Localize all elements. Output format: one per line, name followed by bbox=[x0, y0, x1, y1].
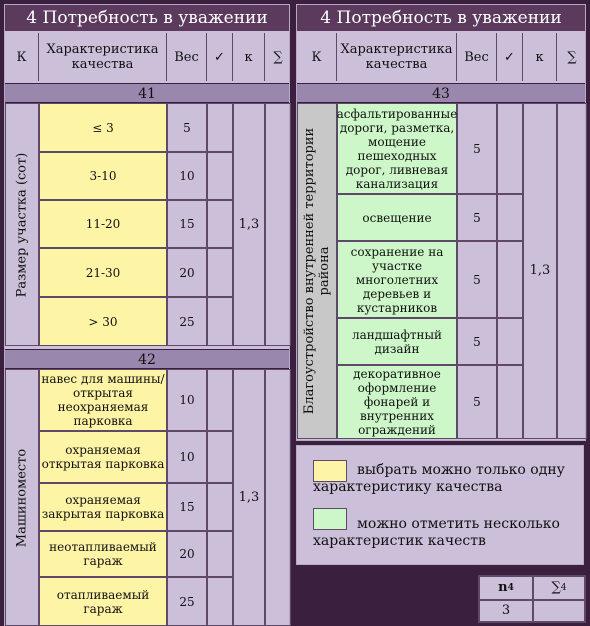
header-characteristic: Характеристика качества bbox=[39, 33, 167, 81]
section-43-group-text bbox=[302, 128, 332, 414]
header-check: ✓ bbox=[497, 33, 523, 81]
s43-row5-check[interactable] bbox=[497, 365, 523, 439]
summary-sum-value[interactable] bbox=[533, 600, 585, 622]
yellow-legend-text: выбрать можно только одну характеристику качества bbox=[313, 462, 565, 495]
section-42-group-text: Машиноместо bbox=[14, 448, 30, 547]
header-sum: ∑ bbox=[273, 49, 283, 65]
s43-row2-characteristic: освещение bbox=[337, 194, 457, 241]
s43-row5-characteristic: декоративное оформление фонарей и внутренних ограждений bbox=[337, 365, 457, 439]
s43-row4-characteristic: ландшафтный дизайн bbox=[337, 318, 457, 365]
header-sum: ∑ bbox=[567, 49, 577, 65]
s43-row1-check[interactable] bbox=[497, 103, 523, 194]
s42-kappa-value: 1,3 bbox=[233, 369, 265, 626]
section-43-group-line2: района bbox=[317, 246, 332, 296]
s42-row5-weight: 25 bbox=[167, 577, 207, 626]
summary-table bbox=[478, 575, 586, 623]
section-41-bar: 41 bbox=[5, 83, 289, 103]
summary-n-label: n bbox=[498, 580, 508, 595]
s41-row4-check[interactable] bbox=[207, 248, 233, 297]
s43-row1-characteristic: асфальтированные дороги, разметка, мощение пешеходных дорог, ливневая канализация bbox=[337, 103, 457, 194]
panel-title: 4 Потребность в уважении bbox=[5, 5, 289, 31]
summary-sum-sub: 4 bbox=[560, 583, 567, 593]
s43-row3-characteristic: сохранение на участке многолетних деревьев и кустарников bbox=[337, 241, 457, 318]
s42-row1-characteristic: навес для машины/ открытая неохраняемая парковка bbox=[39, 369, 167, 431]
header-k: К bbox=[5, 33, 39, 81]
s41-row3-characteristic: 11-20 bbox=[39, 200, 167, 248]
s41-row2-weight: 10 bbox=[167, 152, 207, 200]
section-42-group-label bbox=[5, 369, 39, 626]
summary-n-sub: 4 bbox=[507, 583, 514, 593]
s41-row4-weight: 20 bbox=[167, 248, 207, 297]
s41-row5-check[interactable] bbox=[207, 297, 233, 346]
s42-row2-check[interactable] bbox=[207, 431, 233, 483]
s41-row3-check[interactable] bbox=[207, 200, 233, 248]
s41-row2-check[interactable] bbox=[207, 152, 233, 200]
s42-row2-characteristic: охраняемая открытая парковка bbox=[39, 431, 167, 483]
summary-n-header bbox=[479, 576, 533, 600]
section-41-group-text: Размер участка (сот) bbox=[14, 152, 30, 297]
s41-sum-cell[interactable] bbox=[265, 103, 291, 346]
s42-row1-weight: 10 bbox=[167, 369, 207, 431]
header-kappa: к bbox=[233, 33, 265, 81]
legend bbox=[296, 445, 584, 565]
s43-row2-check[interactable] bbox=[497, 194, 523, 241]
s42-row4-weight: 20 bbox=[167, 531, 207, 577]
s43-kappa-value: 1,3 bbox=[523, 103, 557, 439]
summary-n-value: 3 bbox=[479, 600, 533, 622]
s43-row1-weight: 5 bbox=[457, 103, 497, 194]
summary-sum-header bbox=[533, 576, 585, 600]
header-characteristic: Характеристика качества bbox=[337, 33, 457, 81]
s43-row4-check[interactable] bbox=[497, 318, 523, 365]
header-check: ✓ bbox=[207, 33, 233, 81]
header-k: К bbox=[297, 33, 337, 81]
left-panel bbox=[4, 4, 290, 626]
section-43-group-label bbox=[297, 103, 337, 439]
s42-row3-check[interactable] bbox=[207, 483, 233, 531]
s42-row3-characteristic: охраняемая закрытая парковка bbox=[39, 483, 167, 531]
s41-kappa-value: 1,3 bbox=[233, 103, 265, 346]
header-weight: Вес bbox=[457, 33, 497, 81]
s42-row1-check[interactable] bbox=[207, 369, 233, 431]
s43-row4-weight: 5 bbox=[457, 318, 497, 365]
s41-row3-weight: 15 bbox=[167, 200, 207, 248]
s43-sum-cell[interactable] bbox=[557, 103, 587, 439]
s42-row2-weight: 10 bbox=[167, 431, 207, 483]
s41-row4-characteristic: 21-30 bbox=[39, 248, 167, 297]
s42-row5-check[interactable] bbox=[207, 577, 233, 626]
s42-row3-weight: 15 bbox=[167, 483, 207, 531]
summary-sum-label: ∑ bbox=[551, 580, 561, 595]
s41-row1-characteristic: ≤ 3 bbox=[39, 103, 167, 152]
header-kappa: к bbox=[523, 33, 557, 81]
s41-row5-characteristic: > 30 bbox=[39, 297, 167, 346]
section-42-bar: 42 bbox=[5, 349, 289, 369]
section-43-group-line1: Благоустройство внутренней территории bbox=[302, 127, 317, 415]
section-43-bar: 43 bbox=[297, 83, 585, 103]
section-41-group-label bbox=[5, 103, 39, 346]
s42-row5-characteristic: отапливаемый гараж bbox=[39, 577, 167, 626]
green-legend-text: можно отметить несколько характеристик качеств bbox=[313, 516, 560, 549]
s43-row3-weight: 5 bbox=[457, 241, 497, 318]
s41-row5-weight: 25 bbox=[167, 297, 207, 346]
s42-sum-cell[interactable] bbox=[265, 369, 291, 626]
s43-row5-weight: 5 bbox=[457, 365, 497, 439]
right-panel bbox=[296, 4, 586, 441]
panel-title: 4 Потребность в уважении bbox=[297, 5, 585, 31]
s42-row4-characteristic: неотапливаемый гараж bbox=[39, 531, 167, 577]
s41-row1-check[interactable] bbox=[207, 103, 233, 152]
s41-row1-weight: 5 bbox=[167, 103, 207, 152]
s41-row2-characteristic: 3-10 bbox=[39, 152, 167, 200]
s42-row4-check[interactable] bbox=[207, 531, 233, 577]
s43-row2-weight: 5 bbox=[457, 194, 497, 241]
s43-row3-check[interactable] bbox=[497, 241, 523, 318]
header-weight: Вес bbox=[167, 33, 207, 81]
